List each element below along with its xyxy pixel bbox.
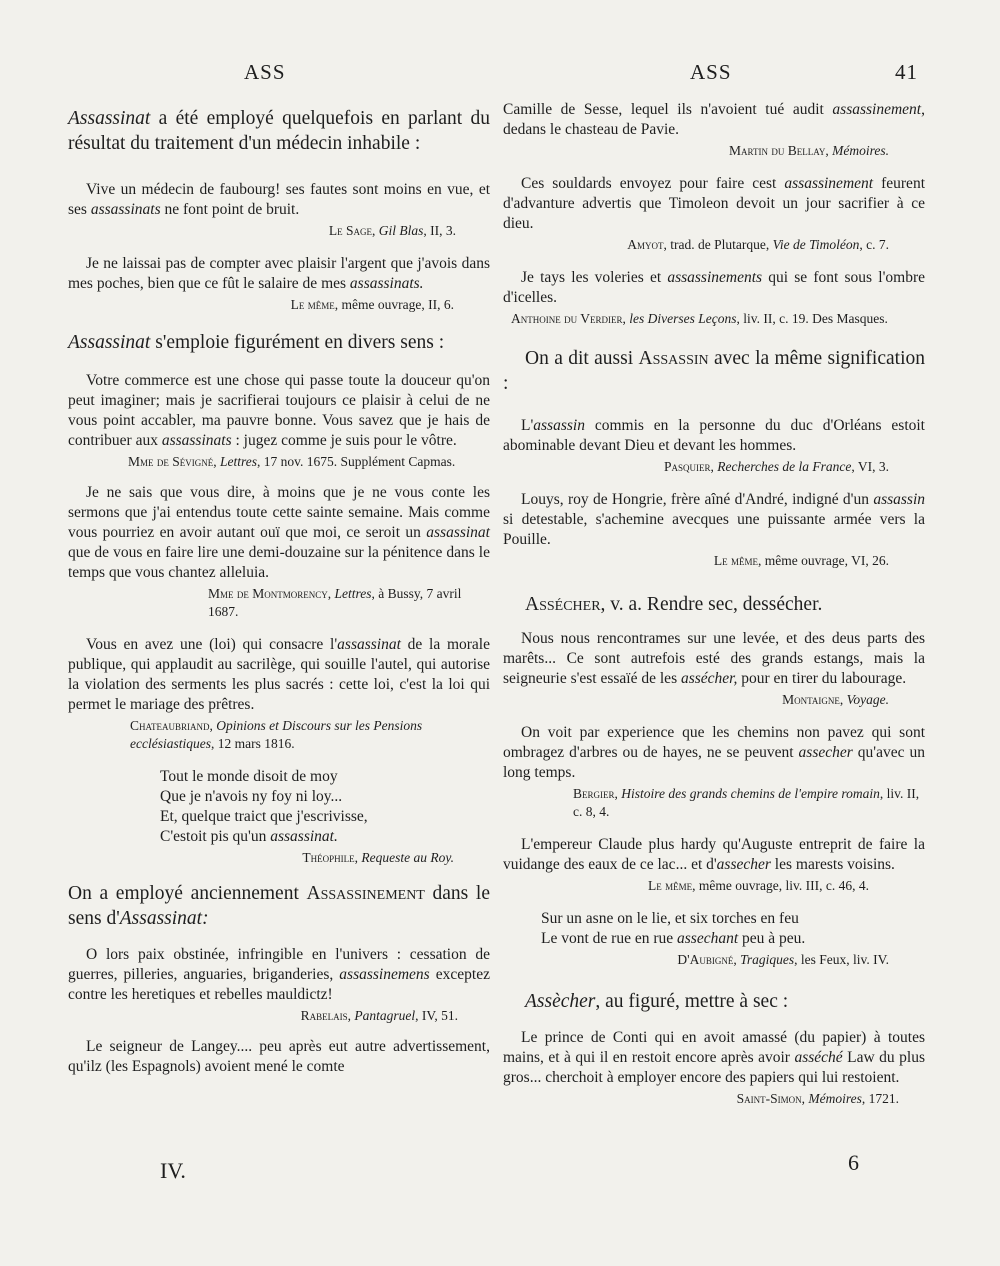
- headword: Assécher: [525, 594, 601, 615]
- citation-quote: [68, 483, 490, 583]
- citation-source: [503, 236, 925, 254]
- source-author: D'Aubigné: [677, 952, 734, 967]
- quote-text: Vive un médecin de faubourg! ses fautes sont moins en vue, et ses: [68, 181, 490, 218]
- heading-text: On a employé anciennement: [68, 883, 307, 904]
- quote-text: L': [521, 417, 534, 434]
- heading-text: dans le sens d': [68, 883, 490, 929]
- citation-source: Mme de Sévigné, Lettres, 17 nov. 1675. Supplément Capmas.: [128, 454, 456, 469]
- definition-heading: [68, 881, 490, 931]
- source-author: Mme de Montmorency: [208, 586, 328, 601]
- verse-line: Tout le monde disoit de moy: [160, 768, 338, 785]
- quote-text: Le seigneur de Langey.... peu après eut autre advertissement, qu'ilz (les Espagnols) avoient mené le comte: [68, 1038, 490, 1075]
- quote-term: assassinement: [784, 175, 874, 192]
- quote-text: O lors paix obstinée, infringible en l'univers : cessation de guerres, pilleries, anguaries, briganderies,: [68, 946, 490, 983]
- source-work: Recherches de la France: [717, 459, 852, 474]
- verse-quote: [68, 767, 490, 847]
- heading-text: On a dit aussi: [525, 348, 639, 369]
- source-author: Anthoine du Verdier: [511, 311, 623, 326]
- quote-text: de la morale publique, qui applaudit au sacrilège, qui souille l'autel, qui autorise la violation des serments les plus sacrés : cette loi, c'est la loi qui permet le mariage des prêtres.: [68, 636, 490, 713]
- citation-source: [503, 552, 925, 570]
- citation-quote: [503, 629, 925, 689]
- source-ref: , même ouvrage, liv. III, c. 46, 4.: [692, 878, 869, 893]
- left-column: [68, 100, 490, 1077]
- signature-mark-left: IV.: [160, 1158, 186, 1183]
- heading-text: avec la même signification :: [503, 348, 925, 394]
- citation-quote: [503, 1028, 925, 1088]
- citation-quote: [503, 268, 925, 308]
- quote-term: assecher: [716, 856, 771, 873]
- heading-text: , au figuré, mettre à sec :: [595, 991, 789, 1012]
- citation-quote: [68, 945, 490, 1005]
- quote-text: Louys, roy de Hongrie, frère aîné d'André, indigné d'un: [521, 491, 874, 508]
- citation-source: Saint-Simon, Mémoires, 1721.: [736, 1091, 899, 1106]
- citation-quote: [68, 1037, 490, 1077]
- citation-quote: [503, 174, 925, 234]
- heading-text: , v. a. Rendre sec, dessécher.: [600, 594, 823, 615]
- source-ref: , à Bussy, 7 avril 1687.: [208, 586, 462, 619]
- source-text: , trad. de Plutarque,: [663, 237, 773, 252]
- source-work: Voyage.: [846, 692, 889, 707]
- citation-source: Anthoine du Verdier, les Diverses Leçons, liv. II, c. 19. Des Masques.: [511, 311, 888, 326]
- quote-term: assassinat: [337, 636, 401, 653]
- source-ref: , VI, 3.: [851, 459, 889, 474]
- citation-source: Chateaubriand, Opinions et Discours sur les Pensions ecclésiastiques, 12 mars 1816.: [130, 718, 423, 751]
- quote-term: assecher: [798, 744, 853, 761]
- quote-term: assassinements: [667, 269, 763, 286]
- quote-text: si detestable, s'achemine avecques une puissante armée vers la Pouille.: [503, 511, 925, 548]
- quote-text: Je tays les voleries et: [521, 269, 668, 286]
- citation-quote: [503, 100, 925, 140]
- quote-text: qui se font sous l'ombre d'icelles.: [503, 269, 925, 306]
- source-work: Requeste au Roy.: [361, 850, 454, 865]
- definition-heading: [503, 592, 925, 617]
- quote-term: assassinement: [832, 101, 922, 118]
- source-work: Mémoires.: [832, 143, 889, 158]
- quote-text: , dedans le chasteau de Pavie.: [503, 101, 925, 138]
- source-author: Le même: [648, 878, 693, 893]
- citation-source: Théophile, Requeste au Roy.: [302, 850, 454, 865]
- definition-heading: [503, 989, 925, 1014]
- source-ref: , IV, 51.: [415, 1008, 458, 1023]
- signature-mark-right: 6: [848, 1150, 859, 1175]
- source-ref: , 17 nov. 1675. Supplément Capmas.: [257, 454, 456, 469]
- quote-term: assassinat: [426, 524, 490, 541]
- source-author: Le même: [290, 297, 335, 312]
- citation-source: [68, 296, 490, 314]
- definition-heading: [503, 346, 925, 396]
- quote-term: assassinats: [161, 432, 232, 449]
- citation-source: Martin du Bellay, Mémoires.: [728, 143, 889, 158]
- verse-line: [541, 929, 925, 949]
- verse-text: peu à peu.: [738, 930, 806, 947]
- headword: Assassin: [638, 348, 709, 369]
- headword: Assècher: [525, 991, 596, 1012]
- quote-text: les marests voisins.: [770, 856, 895, 873]
- verse-text: Le vont de rue en rue: [541, 930, 677, 947]
- citation-source: Mme de Montmorency, Lettres, à Bussy, 7 avril 1687.: [208, 586, 462, 619]
- source-author: Saint-Simon: [736, 1091, 802, 1106]
- quote-text: que de vous en faire lire une demi-douzaine sur la pénitence dans le temps que vous chantez alleluia.: [68, 544, 490, 581]
- quote-text: On voit par experience que les chemins non pavez qui sont ombragez d'arbres ou de hayes, ne se peuvent: [503, 724, 925, 761]
- heading-text: s'emploie figurément en divers sens :: [150, 332, 445, 353]
- quote-text: exceptez contre les heretiques et rebelles mauldictz!: [68, 966, 490, 1003]
- source-ref: , même ouvrage, VI, 26.: [758, 553, 889, 568]
- quote-term: assécher,: [680, 670, 738, 687]
- quote-text: : jugez comme je suis pour le vôtre.: [231, 432, 457, 449]
- quote-text: Vous en avez une (loi) qui consacre l': [86, 636, 338, 653]
- citation-quote: [68, 254, 490, 294]
- source-ref: , même ouvrage, II, 6.: [334, 297, 454, 312]
- verse-text: C'estoit pis qu'un: [160, 828, 271, 845]
- source-work: Pantagruel: [354, 1008, 416, 1023]
- quote-text: Ces souldards envoyez pour faire cest: [521, 175, 785, 192]
- citation-quote: [503, 416, 925, 456]
- quote-term: asséché: [794, 1049, 843, 1066]
- headword: Assassinat: [68, 332, 151, 353]
- verse-term: assassinat.: [270, 828, 338, 845]
- source-work: Histoire des grands chemins de l'empire romain: [621, 786, 880, 801]
- source-author: Mme de Sévigné: [128, 454, 214, 469]
- quote-text: commis en la personne du duc d'Orléans estoit abominable devant Dieu et devant les hommes.: [503, 417, 925, 454]
- source-work: Tragiques: [740, 952, 795, 967]
- page-number: 41: [895, 60, 918, 84]
- headword: Assassinement: [306, 883, 425, 904]
- citation-source: Montaigne, Voyage.: [782, 692, 889, 707]
- source-work: Mémoires: [808, 1091, 862, 1106]
- citation-source: Pasquier, Recherches de la France, VI, 3.: [664, 459, 889, 474]
- verse-quote: [503, 909, 925, 949]
- quote-text: Camille de Sesse, lequel ils n'avoient tué audit: [503, 101, 833, 118]
- quote-term: assassin: [533, 417, 585, 434]
- source-ref: , c. 7.: [859, 237, 889, 252]
- source-ref: , liv. II, c. 8, 4.: [573, 786, 920, 819]
- citation-quote: [503, 723, 925, 783]
- source-work: Gil Blas: [378, 223, 424, 238]
- source-ref: , liv. II, c. 19. Des Masques.: [736, 311, 888, 326]
- quote-term: assassinats.: [349, 275, 424, 292]
- source-author: Amyot: [627, 237, 664, 252]
- quote-text: Votre commerce est une chose qui passe toute la douceur qu'on peut imaginer; mais je sacrifierai toujours ce plaisir à celui de ne vous point accabler, ma pauvre bonne. Vous savez que je hais de contribuer aux: [68, 372, 490, 449]
- quote-text: L'empereur Claude plus hardy qu'Auguste entreprit de faire la vuidange des eaux de ce lac... et d': [503, 836, 925, 873]
- right-column: [503, 100, 925, 1108]
- quote-text: Nous nous rencontrames sur une levée, et des deus parts des marêts... Ce sont autrefois esté des grands estangs, mais la seigneurie s'est essaïé de les: [503, 630, 925, 687]
- quote-text: feurent d'advanture advertis que Timoleon devoit un jour sacrifier à ce dieu.: [503, 175, 925, 232]
- right-running-head: ASS: [690, 60, 732, 84]
- citation-source: Rabelais, Pantagruel, IV, 51.: [300, 1008, 458, 1023]
- citation-quote: [503, 835, 925, 875]
- verse-line: Sur un asne on le lie, et six torches en feu: [541, 910, 799, 927]
- headword: Assassinat: [68, 108, 151, 129]
- source-author: Pasquier: [664, 459, 711, 474]
- quote-text: ne font point de bruit.: [160, 201, 300, 218]
- quote-text: Le prince de Conti qui en avoit amassé (du papier) à toutes mains, et à qui il en restoit encore après avoir: [503, 1029, 925, 1066]
- citation-quote: [68, 180, 490, 220]
- quote-text: Je ne sais que vous dire, à moins que je ne vous conte les sermons que j'ai entendus toute cette sainte semaine. Mais comme vous pourriez en avoir autant ouï que moi, ce seroit un: [68, 484, 490, 541]
- source-author: Théophile: [302, 850, 355, 865]
- source-author: Le Sage: [328, 223, 372, 238]
- quote-text: pour en tirer du labourage.: [737, 670, 907, 687]
- verse-line: Que je n'avois ny foy ni loy...: [160, 788, 343, 805]
- definition-heading: [68, 330, 490, 355]
- source-work: Lettres: [334, 586, 372, 601]
- verse-line: [160, 827, 490, 847]
- source-author: Le même: [713, 553, 759, 568]
- left-running-head: ASS: [244, 60, 286, 84]
- source-ref: , 1721.: [861, 1091, 899, 1106]
- source-work: Vie de Timoléon: [772, 237, 860, 252]
- citation-source: Bergier, Histoire des grands chemins de l'empire romain, liv. II, c. 8, 4.: [573, 786, 920, 819]
- source-ref: , 12 mars 1816.: [210, 736, 295, 751]
- citation-quote: [68, 371, 490, 451]
- verse-term: assechant: [677, 930, 739, 947]
- citation-quote: [68, 635, 490, 715]
- quote-term: assassin: [873, 491, 925, 508]
- citation-quote: [503, 490, 925, 550]
- quote-text: Je ne laissai pas de compter avec plaisir l'argent que j'avois dans mes poches, bien que ce fût le salaire de mes: [68, 255, 490, 292]
- verse-line: Et, quelque traict que j'escrivisse,: [160, 808, 368, 825]
- quote-text: Law du plus gros... cherchoit à employer encore des papiers qui lui restoient.: [503, 1049, 925, 1086]
- source-work: Lettres: [220, 454, 257, 469]
- heading-text: a été employé quelquefois en parlant du résultat du traitement d'un médecin inhabile :: [68, 108, 490, 154]
- source-author: Montaigne: [782, 692, 840, 707]
- headword: Assassinat:: [119, 908, 209, 929]
- citation-source: [503, 877, 925, 895]
- quote-term: assassinats: [90, 201, 161, 218]
- citation-source: Le Sage, Gil Blas, II, 3.: [328, 223, 456, 238]
- source-ref: , les Feux, liv. IV.: [794, 952, 889, 967]
- source-ref: , II, 3.: [423, 223, 456, 238]
- source-author: Bergier: [573, 786, 615, 801]
- source-author: Chateaubriand: [130, 718, 210, 733]
- quote-text: qu'avec un long temps.: [503, 744, 925, 781]
- citation-source: D'Aubigné, Tragiques, les Feux, liv. IV.: [677, 952, 889, 967]
- source-work: les Diverses Leçons: [629, 311, 737, 326]
- source-author: Rabelais: [300, 1008, 348, 1023]
- quote-term: assassinemens: [339, 966, 430, 983]
- source-work: Opinions et Discours sur les Pensions ecclésiastiques: [130, 718, 423, 751]
- definition-heading: [68, 106, 490, 156]
- source-author: Martin du Bellay: [728, 143, 826, 158]
